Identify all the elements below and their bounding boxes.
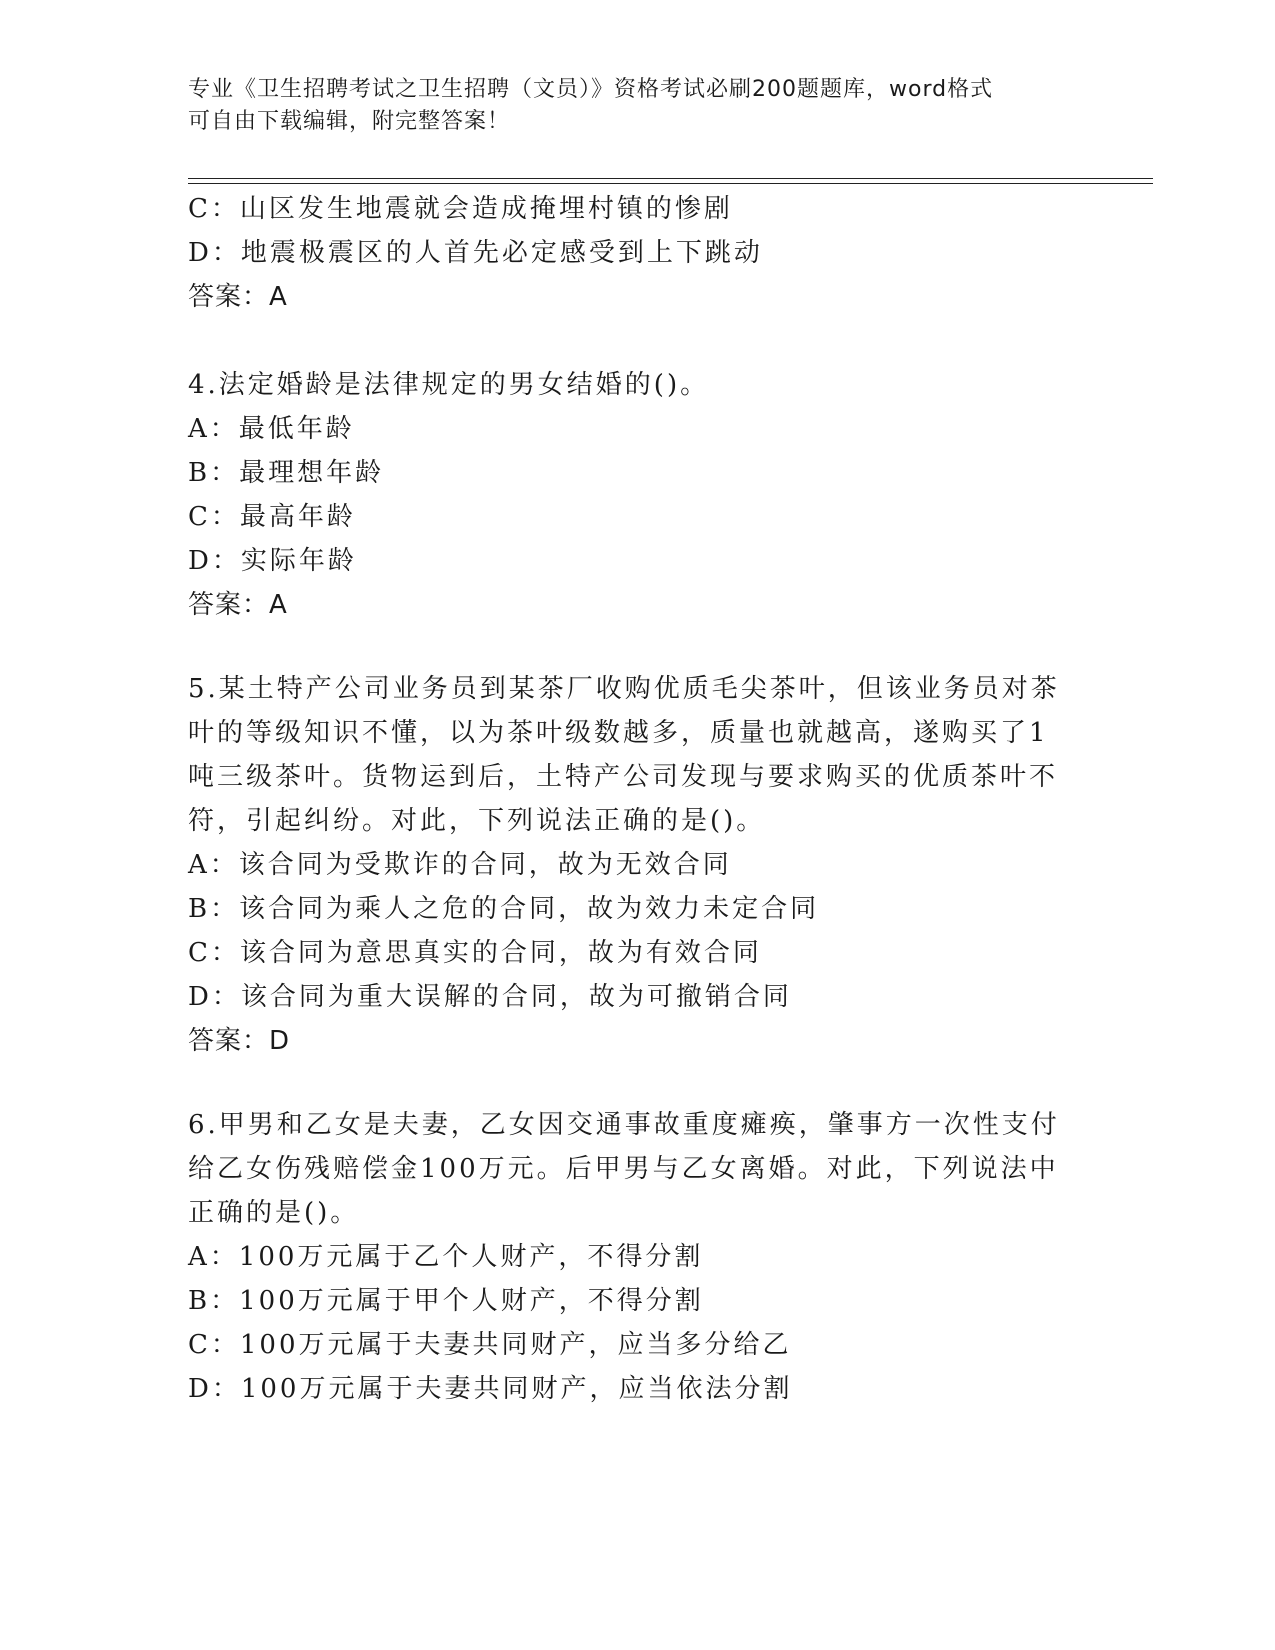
q5-option-c: C：该合同为意思真实的合同，故为有效合同 <box>188 938 762 968</box>
q5-option-a: A：该合同为受欺诈的合同，故为无效合同 <box>188 850 732 880</box>
q4-option-c: C：最高年龄 <box>188 502 356 532</box>
q6-stem-line-1: 6.甲男和乙女是夫妻，乙女因交通事故重度瘫痪，肇事方一次性支付 <box>188 1110 1060 1140</box>
q4-option-d: D：实际年龄 <box>188 546 357 576</box>
header-title-line-2: 可自由下载编辑，附完整答案！ <box>188 109 511 134</box>
q5-stem-line-1: 5.某土特产公司业务员到某茶厂收购优质毛尖茶叶，但该业务员对茶 <box>188 674 1060 704</box>
q6-option-c: C：100万元属于夫妻共同财产，应当多分给乙 <box>188 1330 792 1360</box>
q3-option-c: C：山区发生地震就会造成掩埋村镇的惨剧 <box>188 194 733 224</box>
q5-stem-line-2: 叶的等级知识不懂，以为茶叶级数越多，质量也就越高，遂购买了1 <box>188 718 1049 748</box>
header-title-line-1: 专业《卫生招聘考试之卫生招聘（文员）》资格考试必刷200题题库，word格式 <box>188 77 994 102</box>
q5-stem-line-3: 吨三级茶叶。货物运到后，土特产公司发现与要求购买的优质茶叶不 <box>188 762 1059 792</box>
q4-option-a: A：最低年龄 <box>188 414 355 444</box>
q6-stem-line-3: 正确的是()。 <box>188 1198 360 1228</box>
q4-option-b: B：最理想年龄 <box>188 458 385 488</box>
page-header <box>188 74 1068 138</box>
q5-stem-line-4: 符，引起纠纷。对此，下列说法正确的是()。 <box>188 806 766 836</box>
header-divider-bottom <box>188 183 1153 184</box>
q4-answer: 答案：A <box>188 590 288 620</box>
q3-answer: 答案：A <box>188 282 288 312</box>
q3-option-d: D：地震极震区的人首先必定感受到上下跳动 <box>188 238 763 268</box>
q6-stem-line-2: 给乙女伤残赔偿金100万元。后甲男与乙女离婚。对此，下列说法中 <box>188 1154 1059 1184</box>
q5-option-d: D：该合同为重大误解的合同，故为可撤销合同 <box>188 982 792 1012</box>
q4-stem: 4.法定婚龄是法律规定的男女结婚的()。 <box>188 370 710 400</box>
q5-answer: 答案：D <box>188 1026 291 1056</box>
header-divider-top <box>188 178 1153 179</box>
q6-option-d: D：100万元属于夫妻共同财产，应当依法分割 <box>188 1374 793 1404</box>
q6-option-b: B：100万元属于甲个人财产，不得分割 <box>188 1286 704 1316</box>
q6-option-a: A：100万元属于乙个人财产，不得分割 <box>188 1242 704 1272</box>
q5-option-b: B：该合同为乘人之危的合同，故为效力未定合同 <box>188 894 820 924</box>
